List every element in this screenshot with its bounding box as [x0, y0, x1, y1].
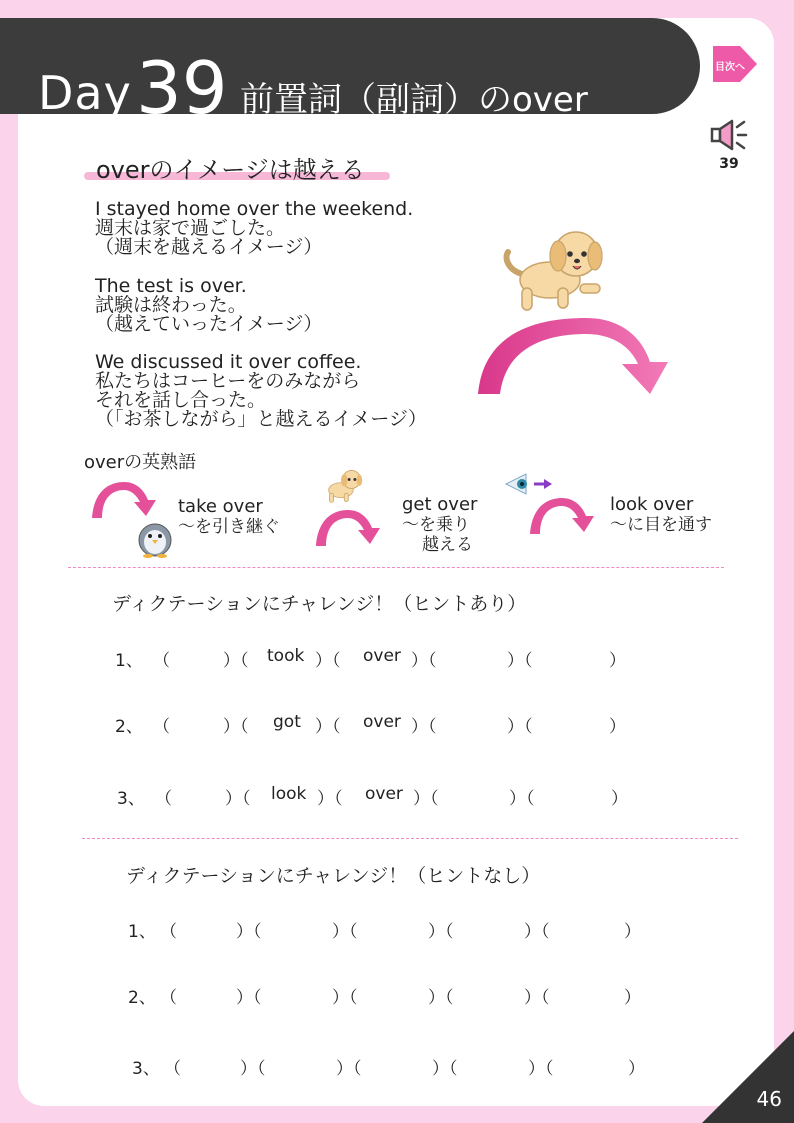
example-line: 週末は家で過ごした。 — [95, 217, 286, 239]
example-line: （越えていったイメージ） — [95, 313, 323, 335]
paren-open: （ — [153, 717, 170, 737]
small-arc-arrow-icon — [88, 478, 160, 520]
phrase-1 — [178, 497, 280, 537]
example-line: （週末を越えるイメージ） — [95, 236, 323, 258]
paren-close: ）（ — [336, 1059, 362, 1079]
paren-close: ）（ — [315, 717, 341, 737]
example-line: それを話し合った。 — [95, 389, 267, 411]
hint-word: took — [267, 646, 305, 666]
row-number: 2、 — [115, 717, 143, 737]
phrase-japanese: 〜に目を通す — [610, 515, 712, 535]
paren-close: ）（ — [411, 717, 437, 737]
paren-close: ）（ — [332, 922, 358, 942]
row-number: 3、 — [117, 789, 145, 809]
phrase-3 — [610, 495, 712, 535]
dictation-hint-title: ディクテーションにチャレンジ！（ヒントあり） — [112, 593, 527, 615]
phrase-japanese: 〜を引き継ぐ — [178, 517, 280, 537]
example-line: 試験は終わった。 — [95, 294, 247, 316]
example-1 — [95, 200, 413, 257]
paren-close: ） — [624, 988, 641, 1008]
paren-close: ）（ — [236, 922, 262, 942]
day-label: Day — [38, 66, 132, 120]
example-line: 私たちはコーヒーをのみながら — [95, 370, 361, 392]
paren-open: （ — [160, 922, 177, 942]
over-arc-arrow-icon — [470, 310, 690, 400]
example-3 — [95, 353, 427, 429]
phrase-english: get over — [402, 494, 478, 515]
hint-word: got — [273, 712, 301, 732]
paren-close: ）（ — [509, 789, 535, 809]
phrases-heading: overの英熟語 — [84, 452, 197, 473]
hint-word: over — [363, 712, 401, 732]
toc-button-label: 目次へ — [715, 62, 745, 73]
paren-open: （ — [153, 651, 170, 671]
phrase-english: look over — [610, 494, 694, 515]
hint-word: over — [365, 784, 403, 804]
paren-close: ）（ — [223, 651, 249, 671]
paren-close: ）（ — [507, 651, 533, 671]
paren-close: ）（ — [223, 717, 249, 737]
example-line: I stayed home over the weekend. — [95, 198, 414, 220]
dog-small-illustration — [320, 468, 366, 504]
dictation-nohint-title: ディクテーションにチャレンジ！（ヒントなし） — [126, 865, 541, 887]
phrase-english: take over — [178, 496, 263, 517]
toc-button[interactable] — [710, 44, 760, 84]
paren-close: ） — [611, 789, 628, 809]
day-number: 39 — [136, 46, 228, 130]
paren-close: ）（ — [428, 988, 454, 1008]
paren-close: ） — [624, 922, 641, 942]
page-number: 46 — [756, 1087, 782, 1111]
paren-close: ）（ — [524, 922, 550, 942]
example-line: The test is over. — [95, 275, 247, 297]
paren-close: ）（ — [236, 988, 262, 1008]
paren-close: ）（ — [332, 988, 358, 1008]
paren-open: （ — [160, 988, 177, 1008]
divider — [68, 567, 724, 568]
row-number: 1、 — [115, 651, 143, 671]
audio-track-number: 39 — [719, 156, 739, 172]
example-line: We discussed it over coffee. — [95, 351, 362, 373]
speaker-icon — [708, 118, 754, 154]
paren-open: （ — [164, 1059, 181, 1079]
hint-word: look — [271, 784, 307, 804]
paren-open: （ — [155, 789, 172, 809]
example-line: （「お茶しながら」と越えるイメージ） — [95, 408, 427, 430]
row-number: 1、 — [128, 922, 156, 942]
paren-close: ）（ — [413, 789, 439, 809]
audio-button[interactable] — [708, 118, 754, 176]
paren-close: ）（ — [524, 988, 550, 1008]
paren-close: ） — [609, 651, 626, 671]
phrase-japanese: 〜を乗り — [402, 515, 470, 535]
small-arc-arrow-icon — [312, 506, 384, 548]
small-arc-arrow-icon — [526, 494, 598, 536]
penguin-illustration — [134, 516, 176, 558]
phrase-2 — [402, 495, 477, 555]
paren-close: ）（ — [225, 789, 251, 809]
hint-word: over — [363, 646, 401, 666]
paren-close: ）（ — [411, 651, 437, 671]
paren-close: ） — [628, 1059, 645, 1079]
section-title: overのイメージは越える — [96, 156, 365, 184]
paren-close: ）（ — [240, 1059, 266, 1079]
example-2 — [95, 277, 322, 334]
paren-close: ）（ — [528, 1059, 554, 1079]
paren-close: ）（ — [315, 651, 341, 671]
paren-close: ）（ — [317, 789, 343, 809]
header-bar — [0, 18, 700, 130]
paren-close: ） — [609, 717, 626, 737]
row-number: 2、 — [128, 988, 156, 1008]
paren-close: ）（ — [428, 922, 454, 942]
divider — [82, 838, 738, 839]
paren-close: ）（ — [432, 1059, 458, 1079]
dog-illustration — [500, 226, 610, 314]
phrase-japanese: 越える — [422, 535, 473, 555]
row-number: 3、 — [132, 1059, 160, 1079]
page-title: 前置詞（副詞）のover — [240, 80, 588, 120]
paren-close: ）（ — [507, 717, 533, 737]
